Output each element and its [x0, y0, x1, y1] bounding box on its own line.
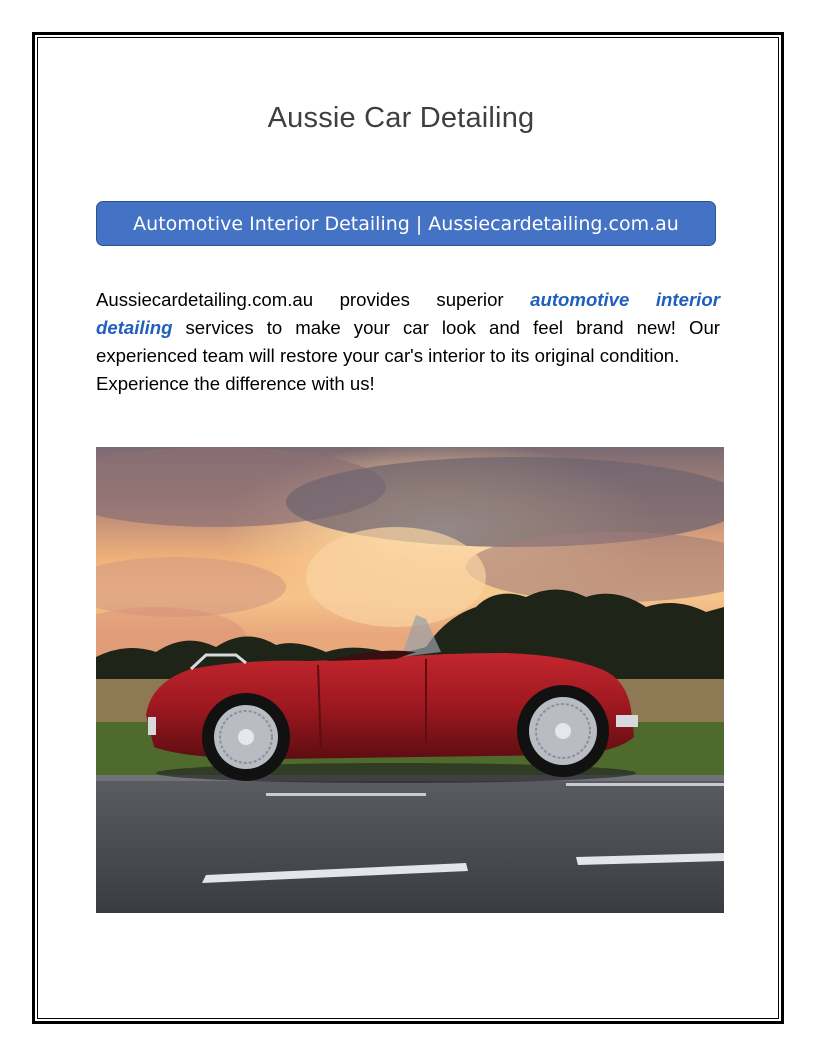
word: feel: [533, 317, 564, 338]
paragraph-line-2: [96, 314, 720, 342]
paragraph-line-4: Experience the difference with us!: [96, 373, 375, 394]
keyword-link[interactable]: automotive: [530, 289, 630, 310]
keyword-link[interactable]: interior: [655, 289, 720, 310]
word: your: [353, 317, 390, 338]
title-banner: [96, 201, 716, 246]
page-title: Aussie Car Detailing: [267, 102, 535, 134]
word: provides: [339, 289, 410, 310]
word: and: [489, 317, 521, 338]
word: to: [266, 317, 283, 338]
word: Our: [688, 317, 720, 338]
paragraph-line-1: [96, 286, 720, 314]
banner-text: Automotive Interior Detailing | Aussiecardetailing.com.au: [133, 212, 679, 235]
word: new!: [636, 317, 676, 338]
word: Aussiecardetailing.com.au: [96, 289, 314, 310]
word: brand: [576, 317, 624, 338]
description-paragraph: [96, 286, 720, 398]
car-photo: [96, 447, 724, 913]
word: look: [441, 317, 476, 338]
keyword-link[interactable]: detailing: [96, 317, 173, 338]
word: superior: [436, 289, 504, 310]
word: services: [185, 317, 254, 338]
paragraph-line-3: experienced team will restore your car's interior to its original condition.: [96, 345, 680, 366]
word: make: [295, 317, 341, 338]
word: car: [402, 317, 429, 338]
